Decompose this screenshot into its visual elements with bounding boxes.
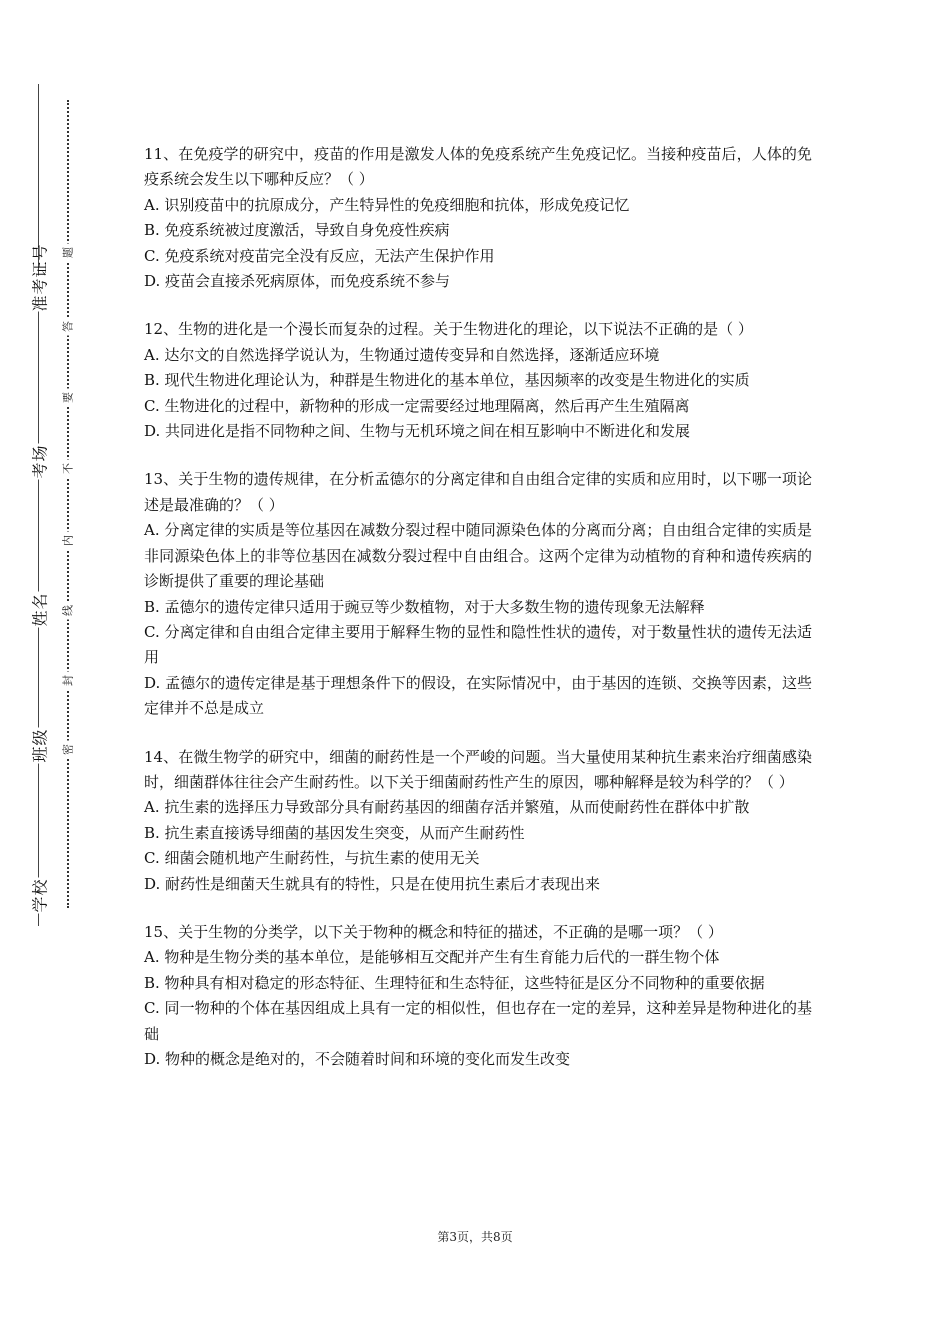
- question-13: [144, 467, 812, 721]
- seal-char: 内: [60, 532, 77, 550]
- question-15: [144, 920, 812, 1072]
- option-c: C. 同一物种的个体在基因组成上具有一定的相似性，但也存在一定的差异，这种差异是物种进化的基础: [144, 999, 812, 1043]
- question-stem: 13、关于生物的遗传规律，在分析孟德尔的分离定律和自由组合定律的实质和应用时，以下哪一项论述是最准确的？（ ）: [144, 470, 812, 514]
- seal-char: 线: [60, 602, 77, 620]
- option-a: A. 抗生素的选择压力导致部分具有耐药基因的细菌存活并繁殖，从而使耐药性在群体中扩散: [144, 798, 750, 817]
- option-b: B. 现代生物进化理论认为，种群是生物进化的基本单位，基因频率的改变是生物进化的实质: [144, 371, 750, 390]
- seal-dotted-line: [67, 100, 69, 908]
- option-d: D. 耐药性是细菌天生就具有的特性，只是在使用抗生素后才表现出来: [144, 874, 601, 893]
- admission-number-label: 准考证号: [30, 243, 50, 312]
- question-11: [144, 142, 812, 294]
- option-d: D. 共同进化是指不同物种之间、生物与无机环境之间在相互影响中不断进化和发展: [144, 422, 691, 441]
- option-a: A. 达尔文的自然选择学说认为，生物通过遗传变异和自然选择，逐渐适应环境: [144, 345, 660, 364]
- option-c: C. 分离定律和自由组合定律主要用于解释生物的显性和隐性性状的遗传，对于数量性状的遗传无法适用: [144, 622, 812, 667]
- option-c: C. 生物进化的过程中，新物种的形成一定需要经过地理隔离，然后再产生生殖隔离: [144, 396, 690, 415]
- seal-char: 题: [60, 244, 77, 262]
- option-c: C. 细菌会随机地产生耐药性，与抗生素的使用无关: [144, 849, 480, 868]
- question-stem: 11、在免疫学的研究中，疫苗的作用是激发人体的免疫系统产生免疫记忆。当接种疫苗后，人体的免疫系统会发生以下哪种反应？（ ）: [144, 145, 812, 189]
- option-d: D. 疫苗会直接杀死病原体，而免疫系统不参与: [144, 272, 451, 291]
- class-label: 班级: [30, 728, 50, 763]
- option-b: B. 孟德尔的遗传定律只适用于豌豆等少数植物，对于大多数生物的遗传现象无法解释: [144, 597, 705, 616]
- page-number: 第3页，共8页: [437, 1230, 513, 1244]
- option-a: A. 物种是生物分类的基本单位，是能够相互交配并产生有生育能力后代的一群生物个体: [144, 948, 720, 967]
- seal-char: 密: [60, 741, 77, 759]
- question-list: [144, 142, 812, 1095]
- question-14: [144, 745, 812, 897]
- option-a: A. 分离定律的实质是等位基因在减数分裂过程中随同源染色体的分离而分离；自由组合定律的实质是非同源染色体上的非等位基因在减数分裂过程中自由组合。这两个定律为动植物的育种和遗传疾病的诊断提供了重要的理论基础: [144, 521, 812, 591]
- question-stem: 12、生物的进化是一个漫长而复杂的过程。关于生物进化的理论，以下说法不正确的是（ ）: [144, 320, 753, 339]
- option-b: B. 抗生素直接诱导细菌的基因发生突变，从而产生耐药性: [144, 823, 525, 842]
- option-b: B. 物种具有相对稳定的形态特征、生理特征和生态特征，这些特征是区分不同物种的重要依据: [144, 973, 765, 992]
- option-d: D. 物种的概念是绝对的，不会随着时间和环境的变化而发生改变: [144, 1050, 571, 1068]
- seal-char: 要: [60, 389, 77, 407]
- question-12: [144, 317, 812, 444]
- exam-room-label: 考场: [30, 444, 50, 479]
- school-label: 学校: [30, 878, 50, 913]
- question-stem: 14、在微生物学的研究中，细菌的耐药性是一个严峻的问题。当大量使用某种抗生素来治疗细菌感染时，细菌群体往往会产生耐药性。以下关于细菌耐药性产生的原因，哪种解释是较为科学的？（ ）: [144, 747, 812, 791]
- option-a: A. 识别疫苗中的抗原成分，产生特异性的免疫细胞和抗体，形成免疫记忆: [144, 195, 630, 214]
- seal-char: 不: [60, 460, 77, 478]
- option-b: B. 免疫系统被过度激活，导致自身免疫性疾病: [144, 221, 450, 240]
- binding-solid-line: [38, 84, 39, 926]
- name-label: 姓名: [30, 592, 50, 627]
- seal-char: 封: [60, 672, 77, 690]
- option-d: D. 孟德尔的遗传定律是基于理想条件下的假设，在实际情况中，由于基因的连锁、交换等因素，这些定律并不总是成立: [144, 673, 812, 718]
- option-c: C. 免疫系统对疫苗完全没有反应，无法产生保护作用: [144, 246, 495, 265]
- seal-char: 答: [60, 318, 77, 336]
- question-stem: 15、关于生物的分类学，以下关于物种的概念和特征的描述，不正确的是哪一项？（ ）: [144, 922, 723, 941]
